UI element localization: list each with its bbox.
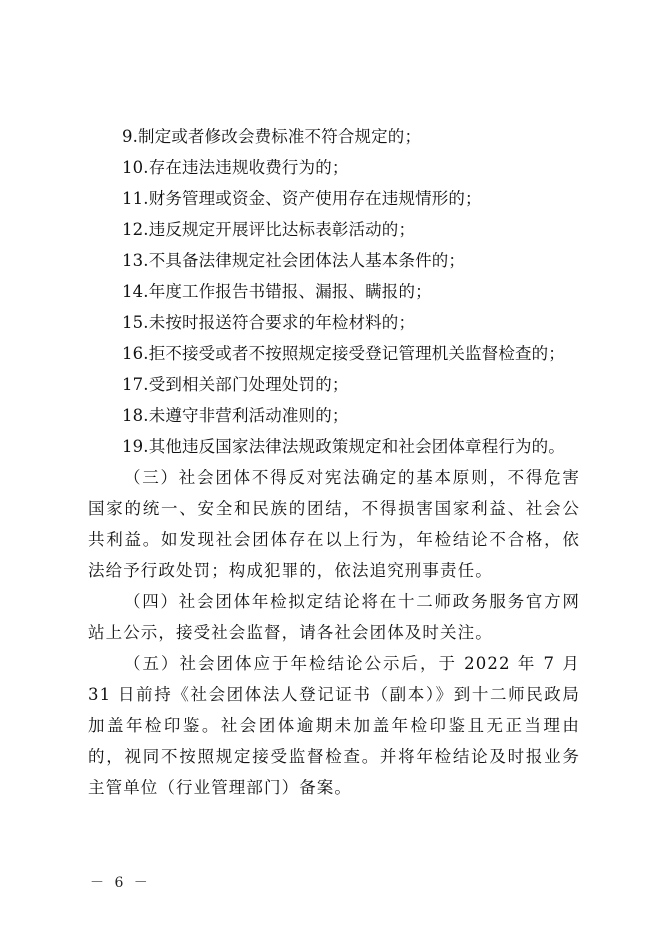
paragraph-section-5: （五）社会团体应于年检结论公示后，于 2022 年 7 月 31 日前持《社会团体法人登记证书（副本）》到十二师民政局加盖年检印鉴。社会团体逾期未加盖年检印鉴且无正当理由的，视同不按照规定接受监督检查。并将年检结论及时报业务主管单位（行业管理部门）备案。 — [88, 654, 580, 797]
list-item-11: 11.财务管理或资金、资产使用存在违规情形的； — [122, 189, 482, 208]
paragraph-section-3: （三）社会团体不得反对宪法确定的基本原则，不得危害国家的统一、安全和民族的团结，不得损害国家利益、社会公共利益。如发现社会团体存在以上行为，年检结论不合格，依法给予行政处罚；构成犯罪的，依法追究刑事责任。 — [88, 468, 580, 580]
list-item-13: 13.不具备法律规定社会团体法人基本条件的； — [122, 251, 466, 270]
list-item-16: 16.拒不接受或者不按照规定接受登记管理机关监督检查的； — [122, 344, 565, 363]
list-item-12: 12.违反规定开展评比达标表彰活动的； — [122, 220, 416, 239]
list-item-15: 15.未按时报送符合要求的年检材料的； — [122, 313, 416, 332]
list-item-18: 18.未遵守非营利活动准则的； — [122, 406, 349, 425]
list-item-9: 9.制定或者修改会费标准不符合规定的； — [122, 127, 422, 146]
page-number: － 6 － — [90, 875, 151, 891]
list-item-19: 19.其他违反国家法律法规政策规定和社会团体章程行为的。 — [122, 437, 565, 456]
list-item-17: 17.受到相关部门处理处罚的； — [122, 375, 349, 394]
list-item-10: 10.存在违法违规收费行为的； — [122, 158, 349, 177]
list-item-14: 14.年度工作报告书错报、漏报、瞒报的； — [122, 282, 432, 301]
paragraph-section-4: （四）社会团体年检拟定结论将在十二师政务服务官方网站上公示，接受社会监督，请各社会团体及时关注。 — [88, 592, 580, 642]
document-body — [88, 121, 580, 803]
